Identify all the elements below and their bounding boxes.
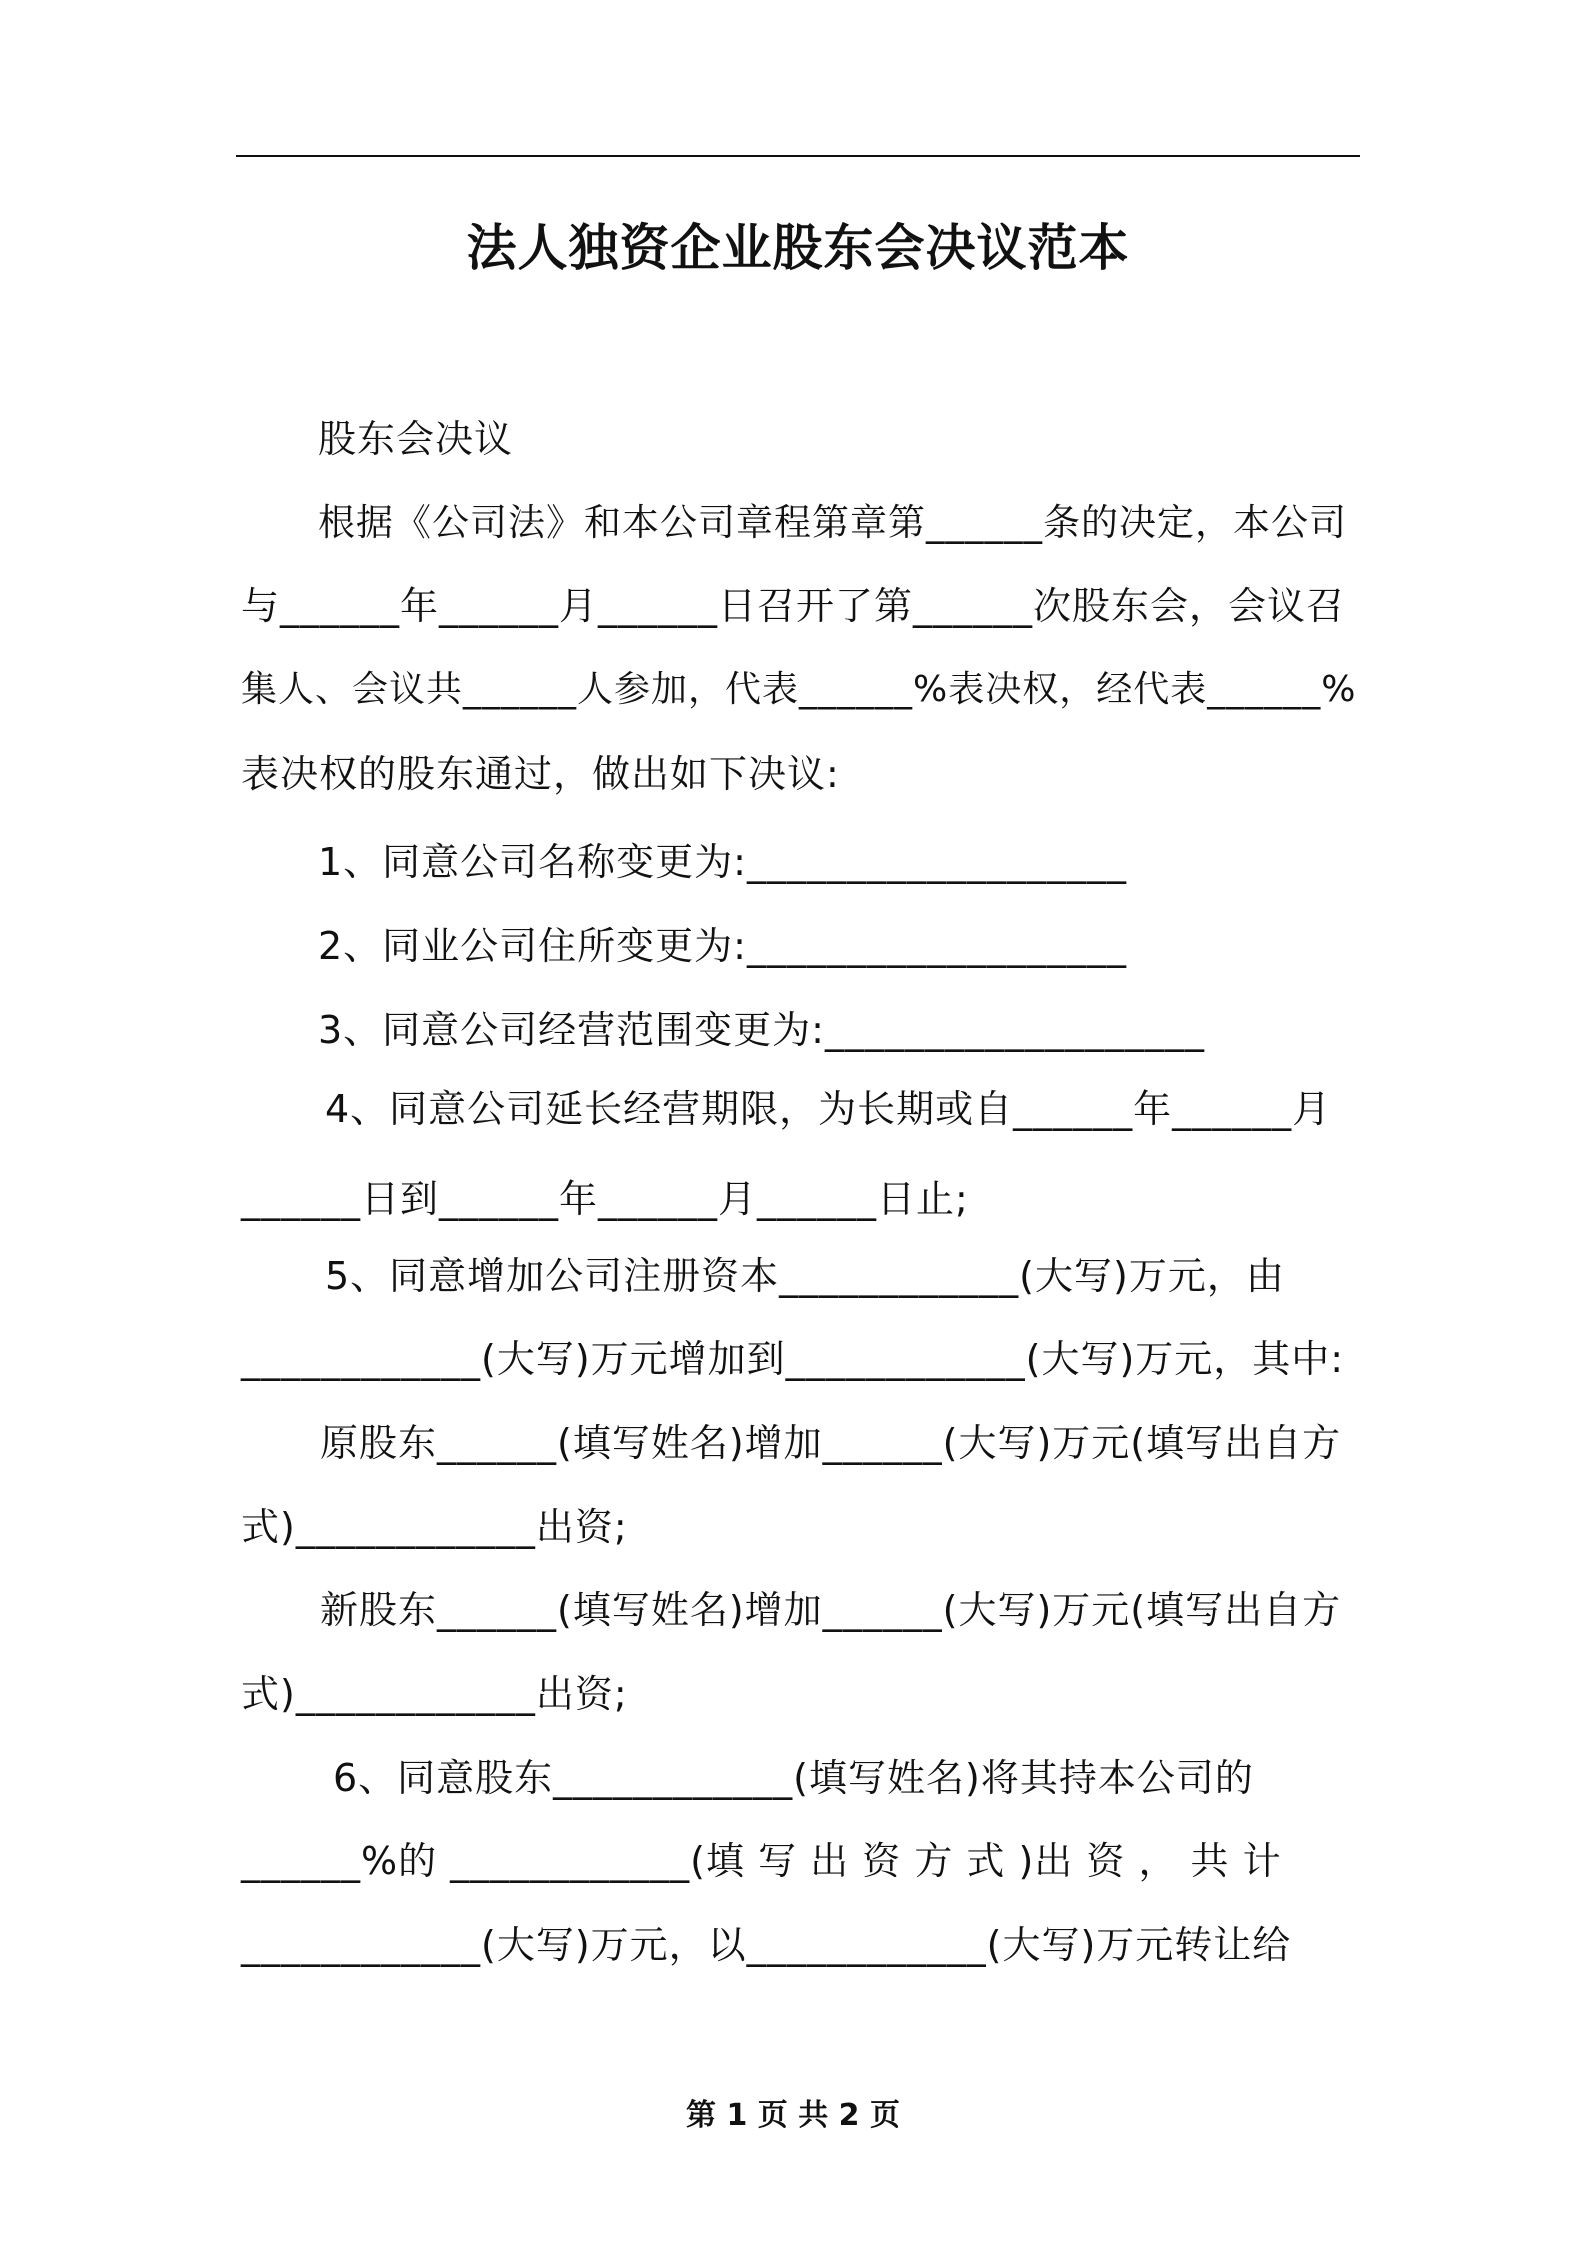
document-title: 法人独资企业股东会决议范本 [466,219,1130,277]
text-line: 式)____________出资; [241,1505,628,1549]
text-line: 1、同意公司名称变更为:___________________ [318,840,1127,884]
page-number: 第 1 页 共 2 页 [686,2098,900,2133]
text-line: ______%的 ____________(填 写 出 资 方 式 )出 资 ， 共 计 [241,1839,1282,1883]
text-line: 3、同意公司经营范围变更为:___________________ [318,1008,1205,1052]
text-line: ____________(大写)万元，以____________(大写)万元转让给 [241,1923,1292,1967]
text-line: 股东会决议 [318,417,514,461]
text-line: 4、同意公司延长经营期限，为长期或自______年______月 [325,1087,1332,1131]
text-line: 新股东______(填写姓名)增加______(大写)万元(填写出自方 [320,1588,1342,1632]
text-line: 2、同业公司住所变更为:___________________ [318,924,1127,968]
text-line: 集人、会议共______人参加，代表______%表决权，经代表______% [241,669,1357,710]
text-line: ____________(大写)万元增加到____________(大写)万元，其中: [241,1337,1345,1381]
text-line: 原股东______(填写姓名)增加______(大写)万元(填写出自方 [320,1421,1342,1465]
text-line: 5、同意增加公司注册资本____________(大写)万元，由 [325,1254,1285,1298]
text-line: 式)____________出资; [241,1672,628,1716]
text-line: 6、同意股东____________(填写姓名)将其持本公司的 [333,1756,1254,1800]
text-line: 表决权的股东通过，做出如下决议: [241,752,840,796]
text-line: ______日到______年______月______日止; [241,1177,969,1221]
text-line: 与______年______月______日召开了第______次股东会，会议召 [241,584,1346,628]
text-line: 根据《公司法》和本公司章程第章第______条的决定，本公司 [318,501,1347,544]
header-rule [236,155,1360,157]
